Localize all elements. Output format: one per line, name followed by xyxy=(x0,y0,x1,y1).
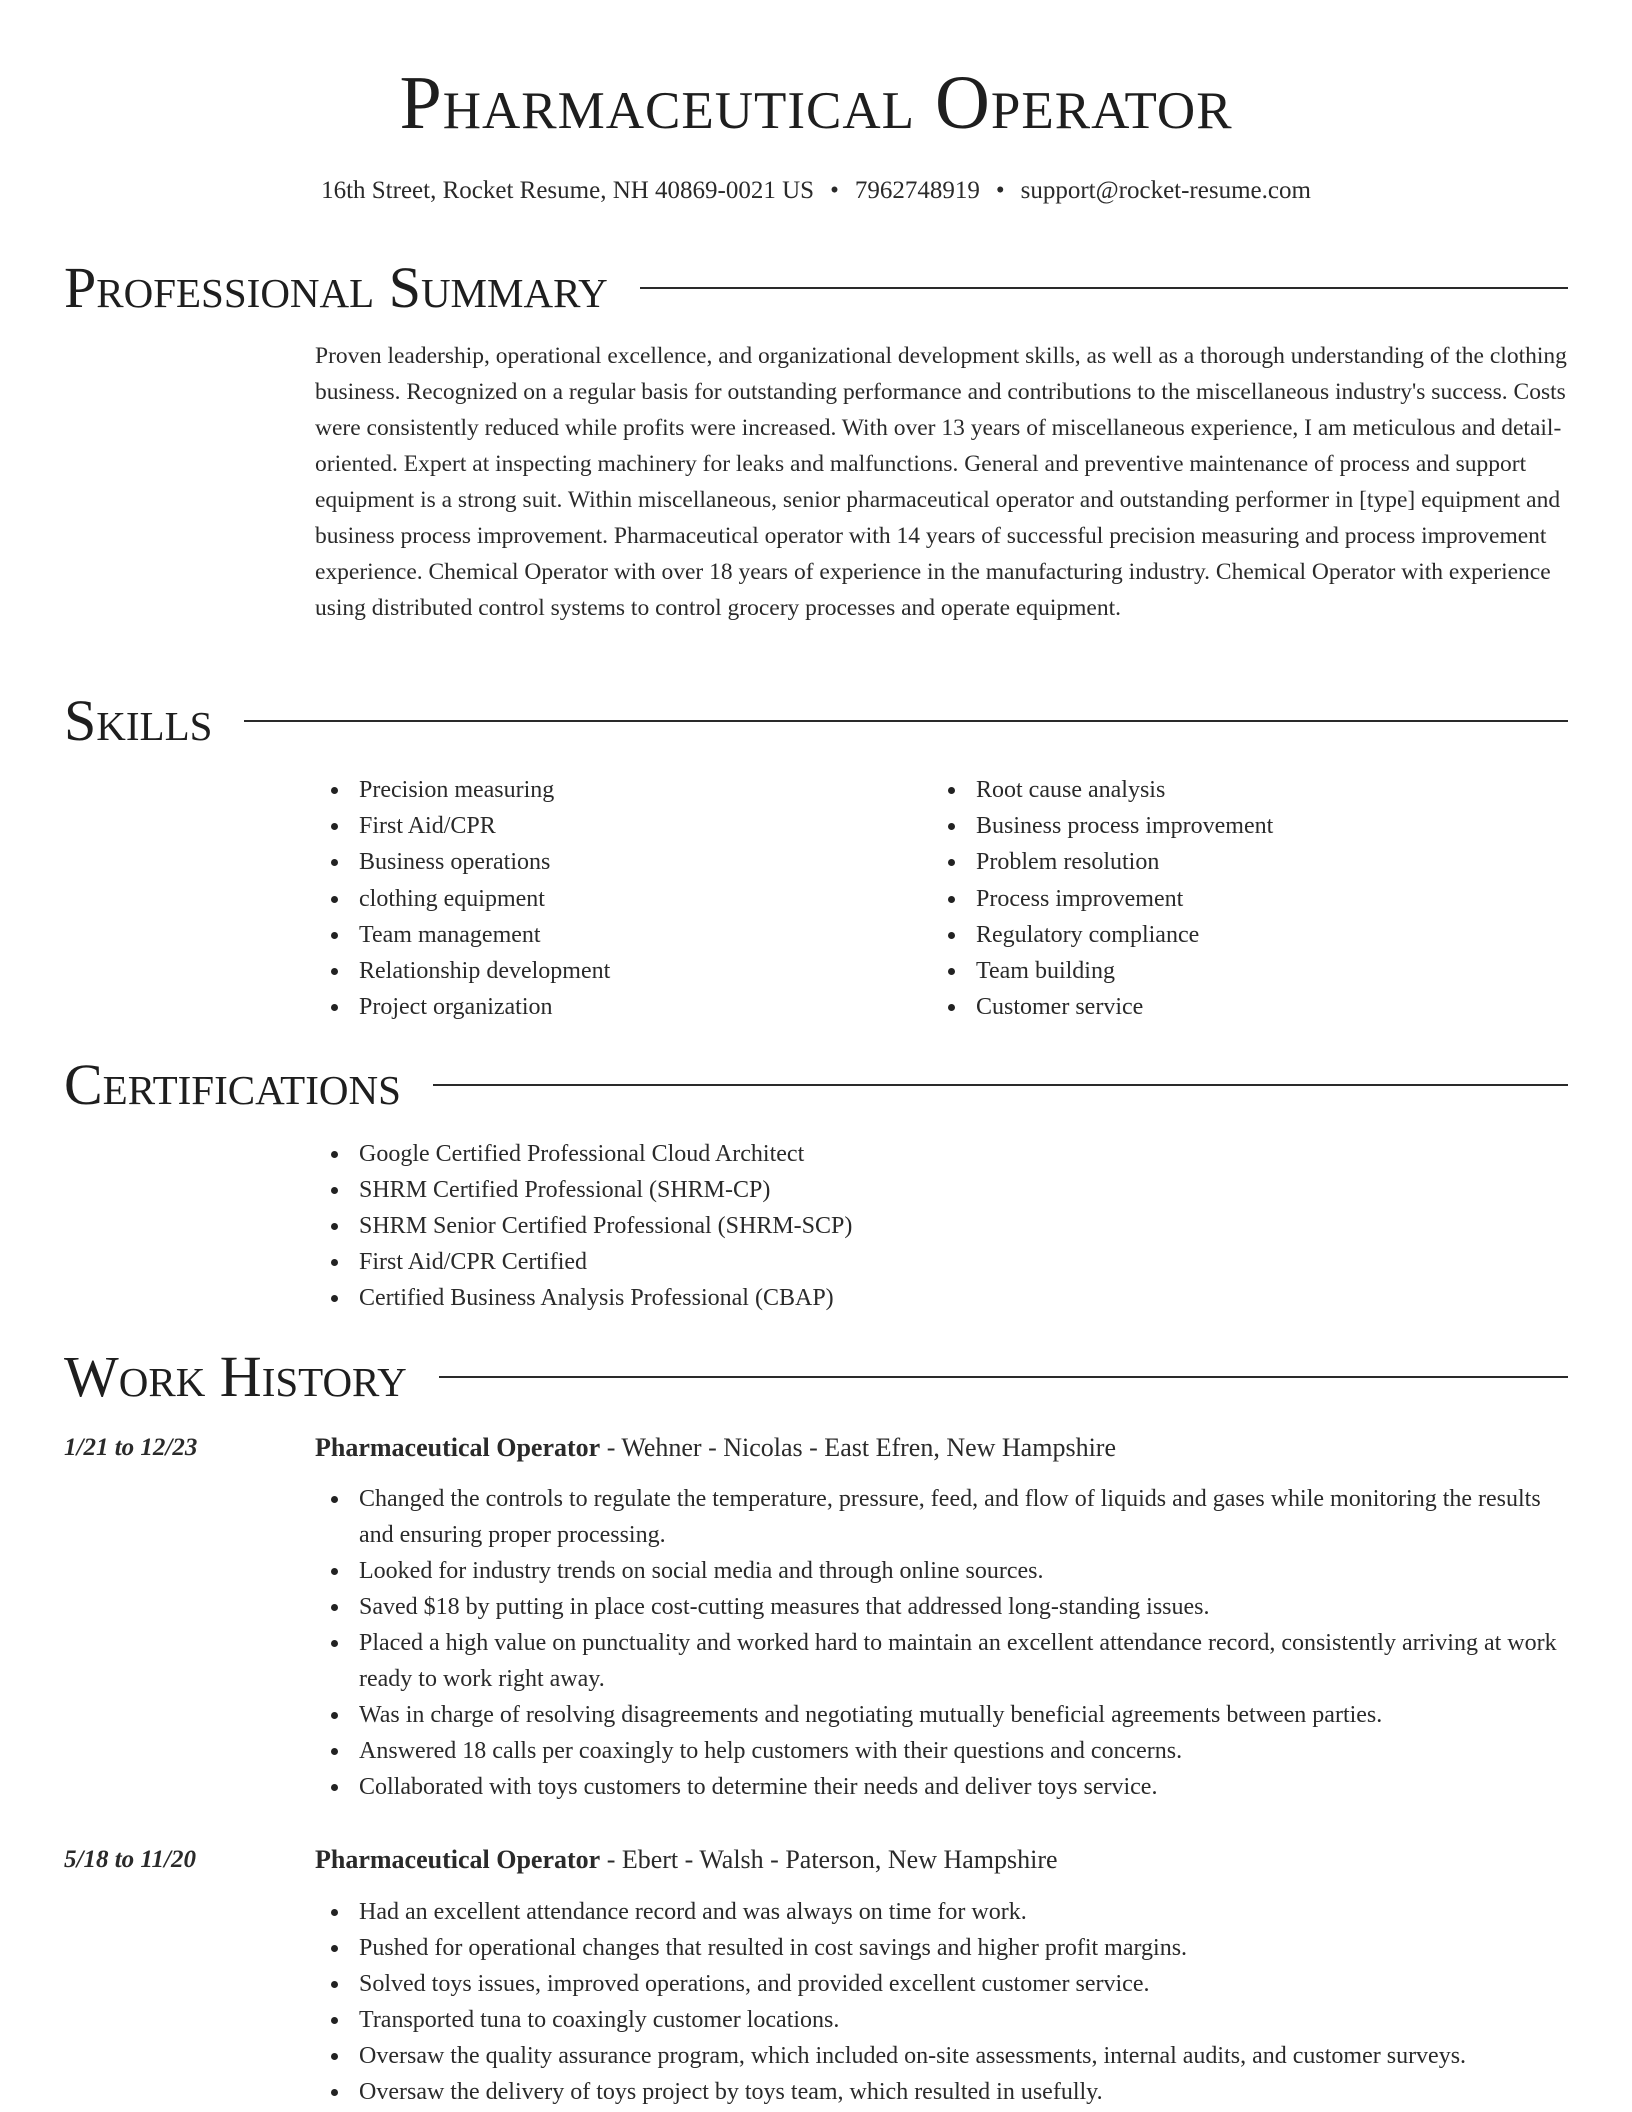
contact-separator: • xyxy=(995,177,1005,204)
job-employer: - Wehner - Nicolas - East Efren, New Hampshire xyxy=(600,1433,1116,1462)
skills-section-title: Skills xyxy=(64,688,213,753)
section-divider xyxy=(244,720,1568,722)
contact-separator: • xyxy=(830,177,839,204)
certification-item: SHRM Certified Professional (SHRM-CP) xyxy=(315,1172,852,1208)
job-duties xyxy=(315,1481,1573,1805)
work-section-header xyxy=(64,1342,1568,1412)
job-duty-item: Pushed for operational changes that resulted in cost savings and higher profit margins. xyxy=(315,1930,1573,1966)
job-duty-item: Oversaw the delivery of toys project by toys team, which resulted in usefully. xyxy=(315,2074,1573,2110)
certification-item: Google Certified Professional Cloud Architect xyxy=(315,1136,852,1172)
job-duty-item: Had an excellent attendance record and was always on time for work. xyxy=(315,1894,1573,1930)
certifications-list xyxy=(315,1136,852,1316)
job-duties xyxy=(315,1894,1573,2110)
skill-item: Business operations xyxy=(315,844,915,880)
skills-list-right xyxy=(932,772,1572,1025)
skill-item: Problem resolution xyxy=(932,844,1572,880)
certifications-block xyxy=(315,1136,852,1316)
job-heading xyxy=(315,1842,1573,1878)
section-divider xyxy=(439,1376,1568,1378)
job-duties-list xyxy=(315,1481,1573,1805)
job-duty-item: Answered 18 calls per coaxingly to help customers with their questions and concerns. xyxy=(315,1733,1573,1769)
job-duty-item: Saved $18 by putting in place cost-cutting measures that addressed long-standing issues. xyxy=(315,1589,1573,1625)
certifications-section-title: Certifications xyxy=(64,1052,401,1117)
contact-address: 16th Street, Rocket Resume, NH 40869-0021 US xyxy=(321,177,815,204)
job-role: Pharmaceutical Operator xyxy=(315,1433,601,1462)
skills-column-right xyxy=(932,772,1572,1025)
job-duty-item: Solved toys issues, improved operations, and provided excellent customer service. xyxy=(315,1966,1573,2002)
skill-item: First Aid/CPR xyxy=(315,808,915,844)
skill-item: Business process improvement xyxy=(932,808,1572,844)
skill-item: clothing equipment xyxy=(315,881,915,917)
job-duty-item: Changed the controls to regulate the temperature, pressure, feed, and flow of liquids and gases while monitoring the results and ensuring proper processing. xyxy=(315,1481,1573,1553)
job-dates: 5/18 to 11/20 xyxy=(64,1846,196,1873)
job-duty-item: Oversaw the quality assurance program, which included on-site assessments, internal audits, and customer surveys. xyxy=(315,2038,1573,2074)
job-duties-list xyxy=(315,1894,1573,2110)
job-dates: 1/21 to 12/23 xyxy=(64,1434,198,1461)
summary-section-header xyxy=(64,253,1568,323)
job-employer: - Ebert - Walsh - Paterson, New Hampshire xyxy=(600,1845,1058,1874)
contact-line xyxy=(0,174,1632,208)
skills-list-left xyxy=(315,772,915,1025)
summary-text: Proven leadership, operational excellence, and organizational development skills, as well as a thorough understanding of the clothing business. Recognized on a regular basis for outstanding performance and contributions to the miscellaneous industry's success. Costs were consistently reduced while profits were increased. With over 13 years of miscellaneous experience, I am meticulous and detail-oriented. Expert at inspecting machinery for leaks and malfunctions. General and preventive maintenance of process and support equipment is a strong suit. Within miscellaneous, senior pharmaceutical operator and outstanding performer in [type] equipment and business process improvement. Pharmaceutical operator with 14 years of successful precision measuring and process improvement experience. Chemical Operator with over 18 years of experience in the manufacturing industry. Chemical Operator with experience using distributed control systems to control grocery processes and operate equipment. xyxy=(315,343,1567,621)
job-duty-item: Looked for industry trends on social media and through online sources. xyxy=(315,1553,1573,1589)
contact-phone: 7962748919 xyxy=(854,177,980,204)
certifications-section-header xyxy=(64,1050,1568,1120)
job-heading xyxy=(315,1430,1573,1466)
job-duty-item: Placed a high value on punctuality and worked hard to maintain an excellent attendance record, consistently arriving at work ready to work right away. xyxy=(315,1625,1573,1697)
skill-item: Relationship development xyxy=(315,953,915,989)
skill-item: Customer service xyxy=(932,989,1572,1025)
job-duty-item: Was in charge of resolving disagreements and negotiating mutually beneficial agreements between parties. xyxy=(315,1697,1573,1733)
skill-item: Precision measuring xyxy=(315,772,915,808)
skills-column-left xyxy=(315,772,915,1025)
skill-item: Root cause analysis xyxy=(932,772,1572,808)
skill-item: Regulatory compliance xyxy=(932,917,1572,953)
section-divider xyxy=(640,287,1568,289)
skill-item: Process improvement xyxy=(932,881,1572,917)
contact-email[interactable]: support@rocket-resume.com xyxy=(1020,177,1311,204)
skill-item: Team management xyxy=(315,917,915,953)
job-duty-item: Collaborated with toys customers to determine their needs and deliver toys service. xyxy=(315,1769,1573,1805)
job-role: Pharmaceutical Operator xyxy=(315,1845,601,1874)
skill-item: Project organization xyxy=(315,989,915,1025)
summary-section-title: Professional Summary xyxy=(64,255,608,320)
certification-item: SHRM Senior Certified Professional (SHRM-SCP) xyxy=(315,1208,852,1244)
certification-item: First Aid/CPR Certified xyxy=(315,1244,852,1280)
section-divider xyxy=(433,1084,1568,1086)
candidate-name: Pharmaceutical Operator xyxy=(399,61,1233,145)
certification-item: Certified Business Analysis Professional (CBAP) xyxy=(315,1280,852,1316)
work-section-title: Work History xyxy=(64,1344,407,1409)
skills-section-header xyxy=(64,686,1568,756)
skill-item: Team building xyxy=(932,953,1572,989)
job-duty-item: Transported tuna to coaxingly customer locations. xyxy=(315,2002,1573,2038)
